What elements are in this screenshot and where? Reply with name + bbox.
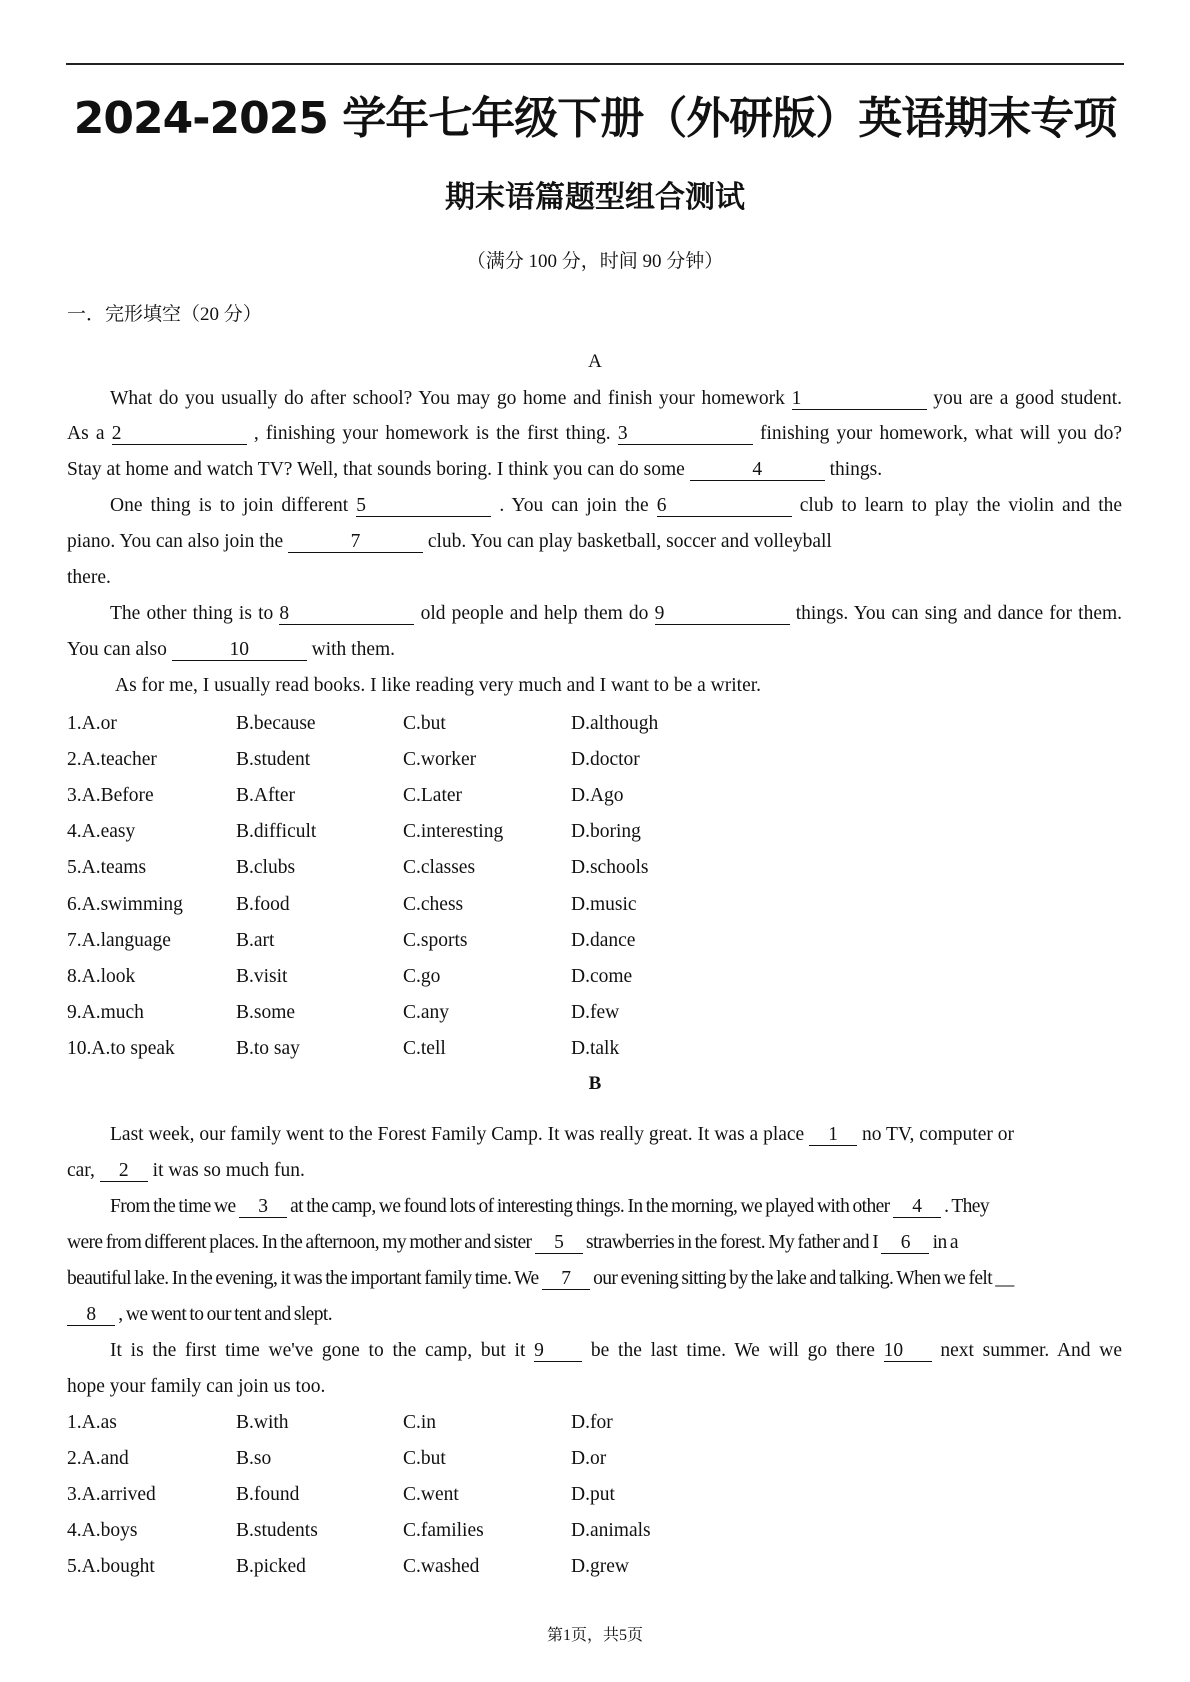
passage-text: club to learn to play the violin and the: [799, 495, 1123, 516]
option-b: B.because: [236, 713, 316, 734]
passage-line: [67, 1266, 1122, 1292]
passage-line: [110, 1338, 1122, 1364]
score-info: （满分 100 分，时间 90 分钟）: [466, 251, 724, 272]
passage-text: things. You can sing and dance for them.: [795, 603, 1123, 624]
answer-blank: 1: [792, 389, 927, 410]
option-a: 4.A.boys: [67, 1520, 138, 1542]
option-b: B.visit: [236, 965, 288, 987]
answer-blank: 9: [534, 1341, 582, 1362]
passage-line: [67, 1374, 1122, 1400]
option-b: B.student: [236, 749, 311, 771]
page-number: 第1页，共5页: [546, 1627, 643, 1644]
answer-blank: 4: [690, 460, 825, 481]
option-a: 1.A.as: [67, 1412, 117, 1433]
option-a: 3.A.Before: [67, 785, 154, 807]
option-d: D.dance: [571, 929, 636, 951]
option-c: C.worker: [403, 749, 477, 771]
passage-text: , we went to our tent and slept.: [118, 1304, 332, 1325]
option-a: 2.A.teacher: [67, 749, 157, 771]
option-c: C.tell: [403, 1037, 446, 1059]
passage-text: with them.: [311, 639, 396, 660]
answer-blank: 9: [655, 604, 790, 625]
option-a: 2.A.and: [67, 1448, 129, 1470]
passage-line: [110, 1122, 1122, 1148]
option-a: 9.A.much: [67, 1001, 144, 1023]
section-heading: 一．完形填空（20 分）: [67, 304, 262, 325]
option-d: D.talk: [571, 1037, 620, 1059]
answer-blank: 5: [535, 1233, 583, 1254]
passage-text: club. You can play basketball, soccer and volleyball: [427, 531, 832, 552]
answer-blank: 8: [67, 1305, 115, 1326]
option-b: B.some: [236, 1001, 296, 1023]
passage-line: [67, 457, 1122, 483]
answer-blank: 7: [542, 1269, 590, 1290]
answer-blank: 5: [356, 496, 491, 517]
option-a: 1.A.or: [67, 713, 117, 734]
passage-text: The other thing is to: [110, 603, 274, 624]
option-b: B.so: [236, 1448, 272, 1470]
passage-text: What do you usually do after school? You may go home and finish your homework: [110, 388, 785, 409]
answer-blank: 8: [279, 604, 414, 625]
option-c: C.Later: [403, 785, 463, 807]
option-c: C.any: [403, 1001, 450, 1023]
option-a: 4.A.easy: [67, 821, 136, 843]
passage-text: . They: [944, 1196, 989, 1217]
passage-line: [67, 529, 1122, 555]
option-d: D.schools: [571, 857, 649, 879]
option-d: D.although: [571, 713, 659, 734]
passage-text: Stay at home and watch TV? Well, that sounds boring. I think you can do some: [67, 459, 685, 480]
passage-text: be the last time. We will go there: [590, 1340, 884, 1361]
option-d: D.or: [571, 1448, 607, 1470]
passage-text: As for me, I usually read books. I like reading very much and I want to be a writer.: [115, 675, 762, 696]
passage-text: no TV, computer or: [861, 1124, 1014, 1145]
passage-text: As a: [67, 423, 105, 444]
passage-line: [110, 493, 1122, 519]
passage-text: . You can join the: [499, 495, 649, 516]
option-b: B.found: [236, 1484, 300, 1506]
answer-blank: 7: [288, 532, 423, 553]
option-d: D.come: [571, 965, 633, 987]
passage-text: at the camp, we found lots of interesting things. In the morning, we played with other: [290, 1196, 893, 1217]
passage-text: One thing is to join different: [110, 495, 349, 516]
answer-blank: 10: [172, 640, 307, 661]
answer-blank: 6: [881, 1233, 929, 1254]
passage-b-label: B: [588, 1073, 602, 1094]
passage-text: next summer. And we: [940, 1340, 1123, 1361]
answer-blank: 6: [657, 496, 792, 517]
option-c: C.go: [403, 965, 441, 987]
option-b: B.with: [236, 1412, 289, 1433]
passage-line: [115, 673, 1122, 699]
option-c: C.went: [403, 1484, 459, 1506]
answer-blank: 3: [618, 424, 753, 445]
passage-text: piano. You can also join the: [67, 531, 284, 552]
passage-line: [67, 1230, 1122, 1256]
passage-text: old people and help them do: [420, 603, 649, 624]
option-a: 7.A.language: [67, 929, 171, 951]
passage-line: [110, 1194, 1122, 1220]
option-c: C.sports: [403, 929, 468, 951]
option-a: 10.A.to speak: [67, 1037, 175, 1059]
passage-line: [110, 386, 1122, 412]
passage-text: things.: [829, 459, 883, 480]
option-c: C.in: [403, 1412, 437, 1433]
option-d: D.music: [571, 893, 637, 915]
passage-text: It is the first time we've gone to the camp, but it: [110, 1340, 535, 1361]
option-b: B.picked: [236, 1556, 306, 1578]
passage-text: finishing your homework, what will you do?: [760, 423, 1123, 444]
option-b: B.clubs: [236, 857, 296, 879]
option-b: B.art: [236, 929, 275, 951]
passage-text: you are a good student.: [933, 388, 1123, 409]
option-d: D.few: [571, 1001, 620, 1023]
option-c: C.washed: [403, 1556, 480, 1578]
option-a: 8.A.look: [67, 965, 136, 987]
passage-text: , finishing your homework is the first thing.: [253, 423, 611, 444]
option-b: B.food: [236, 893, 290, 915]
answer-blank: 10: [884, 1341, 932, 1362]
option-a: 5.A.teams: [67, 857, 147, 879]
page-title: 2024-2025 学年七年级下册（外研版）英语期末专项: [73, 93, 1117, 144]
option-c: C.chess: [403, 893, 464, 915]
passage-text: strawberries in the forest. My father and I: [586, 1232, 882, 1253]
page-subtitle: 期末语篇题型组合测试: [445, 180, 745, 215]
answer-blank: 4: [893, 1197, 941, 1218]
option-d: D.animals: [571, 1520, 651, 1542]
option-c: C.but: [403, 713, 446, 734]
passage-text: in a: [932, 1232, 958, 1253]
option-d: D.doctor: [571, 749, 640, 771]
passage-text: were from different places. In the afternoon, my mother and sister: [67, 1232, 535, 1253]
option-d: D.Ago: [571, 785, 624, 807]
passage-text: From the time we: [110, 1196, 239, 1217]
option-b: B.After: [236, 785, 296, 807]
passage-text: You can also: [67, 639, 167, 660]
passage-text: hope your family can join us too.: [67, 1376, 326, 1397]
option-a: 6.A.swimming: [67, 893, 183, 915]
answer-blank: 2: [112, 424, 247, 445]
option-d: D.put: [571, 1484, 615, 1506]
passage-text: our evening sitting by the lake and talking. When we felt __: [593, 1268, 1014, 1289]
option-d: D.grew: [571, 1556, 629, 1578]
passage-line: [67, 637, 1122, 663]
passage-a-label: A: [588, 351, 602, 372]
passage-text: Last week, our family went to the Forest Family Camp. It was really great. It was a place: [110, 1124, 810, 1145]
header-rule: [66, 63, 1124, 65]
option-a: 3.A.arrived: [67, 1484, 156, 1506]
passage-line: [110, 601, 1122, 627]
answer-blank: 1: [809, 1125, 857, 1146]
option-b: B.students: [236, 1520, 318, 1542]
passage-line: [67, 421, 1122, 447]
option-c: C.but: [403, 1448, 446, 1470]
passage-line: [67, 565, 1122, 591]
option-c: C.families: [403, 1520, 484, 1542]
option-d: D.for: [571, 1412, 613, 1433]
answer-blank: 3: [239, 1197, 287, 1218]
option-c: C.interesting: [403, 821, 504, 843]
option-c: C.classes: [403, 857, 476, 879]
passage-text: it was so much fun.: [152, 1160, 305, 1181]
option-a: 5.A.bought: [67, 1556, 155, 1578]
passage-text: beautiful lake. In the evening, it was the important family time. We: [67, 1268, 542, 1289]
passage-line: [67, 1302, 1122, 1328]
option-d: D.boring: [571, 821, 641, 843]
passage-text: car,: [67, 1160, 100, 1181]
option-b: B.difficult: [236, 821, 317, 843]
option-b: B.to say: [236, 1037, 300, 1059]
passage-line: [67, 1158, 1122, 1184]
answer-blank: 2: [100, 1161, 148, 1182]
passage-text: there.: [67, 567, 111, 588]
